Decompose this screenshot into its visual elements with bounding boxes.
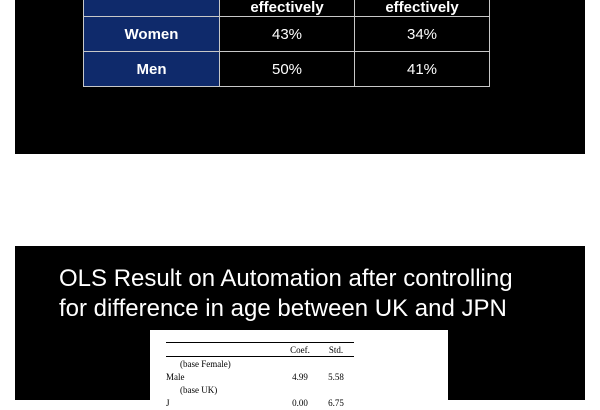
header-cell-1: effectively — [220, 0, 355, 17]
header-cell-2: effectively — [355, 0, 490, 17]
slide-2 — [15, 246, 585, 408]
regression-table — [166, 342, 354, 409]
regression-row-label: Male — [166, 371, 185, 382]
regression-row-label: (base Female) — [180, 358, 231, 369]
title-line-1: OLS Result on Automation after controlling — [59, 265, 513, 292]
regression-std — [318, 357, 354, 371]
cell-women-1: 43% — [220, 17, 355, 52]
cell-men-1: 50% — [220, 52, 355, 87]
regression-table-image — [150, 330, 448, 410]
regression-coef — [282, 383, 318, 396]
slide-title — [59, 264, 579, 324]
cell-men-2: 41% — [355, 52, 490, 87]
regression-header-blank — [166, 343, 282, 357]
gender-percentage-table — [83, 0, 490, 87]
table-row — [84, 52, 490, 87]
regression-std: 6.75 — [328, 397, 344, 408]
title-line-2: for difference in age between UK and JPN — [59, 295, 507, 322]
table-row — [166, 396, 354, 409]
table-row — [166, 383, 354, 396]
std-header: Std. — [318, 343, 354, 357]
regression-coef: 4.99 — [292, 371, 308, 382]
cell-women-2: 34% — [355, 17, 490, 52]
row-label-men: Men — [84, 52, 220, 87]
regression-header-row — [166, 343, 354, 357]
table-row — [84, 17, 490, 52]
table-row — [166, 357, 354, 371]
regression-row-label: J — [166, 397, 170, 408]
coef-header: Coef. — [282, 343, 318, 357]
slide-1 — [15, 0, 585, 154]
regression-row-label: (base UK) — [180, 384, 218, 395]
header-cell-empty — [84, 0, 220, 17]
row-label-women: Women — [84, 17, 220, 52]
regression-coef — [282, 357, 318, 371]
regression-coef: 0.00 — [292, 397, 308, 408]
table-row — [166, 370, 354, 383]
regression-std: 5.58 — [328, 371, 344, 382]
regression-std — [318, 383, 354, 396]
table-header-row — [84, 0, 490, 17]
